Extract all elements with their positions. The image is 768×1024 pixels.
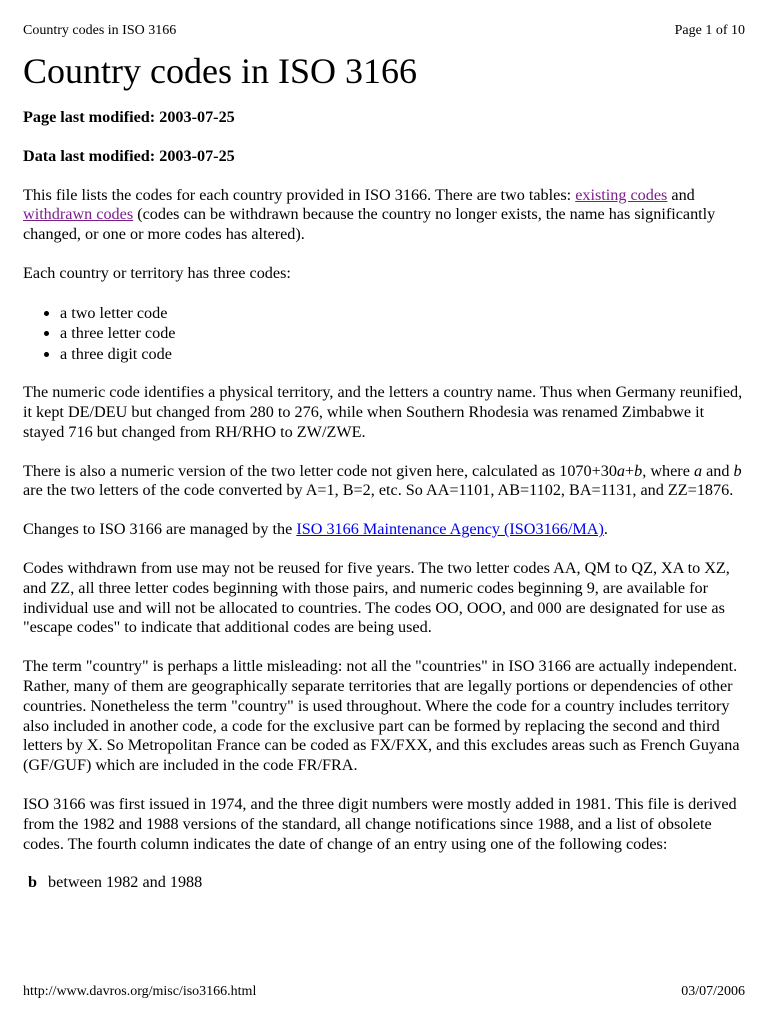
page-title: Country codes in ISO 3166 (23, 51, 417, 91)
change-code-row (28, 873, 748, 893)
changes-paragraph (23, 520, 748, 540)
three-codes-intro: Each country or territory has three codes: (23, 263, 291, 282)
maintenance-agency-link[interactable]: ISO 3166 Maintenance Agency (ISO3166/MA) (296, 520, 604, 539)
country-term-paragraph: The term "country" is perhaps a little misleading: not all the "countries" in ISO 3166 are actually independent. Rather, many of them are geographically separate territories that are legally portions or dependencies of other countries. Nonetheless the term "country" is used throughout. Where the code for a country includes territory also included in another code, a code for the exclusive part can be formed by replacing the second and third letters by X. So Metropolitan France can be coded as FX/FXX, and this excludes areas such as French Guyana (GF/GUF) which are included in the code FR/FRA. (23, 657, 740, 775)
list-item: • a three digit code (60, 344, 748, 365)
formula-paragraph (23, 462, 748, 502)
intro-text-3: (codes can be withdrawn because the country no longer exists, the name has significantly changed, or one or more codes has altered). (23, 205, 716, 244)
page-last-modified: Page last modified: 2003-07-25 (23, 108, 235, 126)
existing-codes-link[interactable]: existing codes (575, 185, 668, 204)
formula-var-b: b (634, 461, 643, 480)
intro-text-1: This file lists the codes for each country provided in ISO 3166. There are two tables: (23, 185, 576, 204)
intro-text-2: and (667, 185, 695, 204)
change-code-desc: between 1982 and 1988 (48, 873, 203, 892)
history-paragraph: ISO 3166 was first issued in 1974, and the three digit numbers were mostly added in 1981. This file is derived from the 1982 and 1988 versions of the standard, all change notifications since 1988, and a list of obsolete codes. The fourth column indicates the date of change of an entry using one of the following codes: (23, 795, 737, 853)
list-item: • a three letter code (60, 323, 748, 344)
data-last-modified: Data last modified: 2003-07-25 (23, 146, 235, 165)
list-item: • a two letter code (60, 303, 748, 324)
formula-text-1: There is also a numeric version of the two letter code not given here, calculated as 1070+30 (23, 461, 617, 480)
change-code: b (28, 873, 38, 892)
footer-url: http://www.davros.org/misc/iso3166.html (23, 984, 257, 999)
changes-text-2: . (603, 520, 608, 539)
formula-text-2: + (625, 461, 635, 480)
withdrawn-codes-link[interactable]: withdrawn codes (23, 205, 134, 224)
formula-text-5: are the two letters of the code converted by A=1, B=2, etc. So AA=1101, AB=1102, BA=1131, and ZZ=1876. (23, 481, 734, 500)
code-types-list (23, 303, 748, 365)
document-content (23, 47, 748, 893)
footer-date: 03/07/2006 (681, 984, 745, 999)
formula-var-a-2: a (693, 461, 703, 480)
formula-text-4: and (702, 461, 734, 480)
intro-paragraph (23, 186, 748, 245)
header-page-indicator: Page 1 of 10 (674, 23, 745, 38)
print-footer (23, 983, 745, 1001)
print-header (23, 22, 745, 40)
formula-var-b-2: b (733, 461, 742, 480)
numeric-code-paragraph: The numeric code identifies a physical territory, and the letters a country name. Thus when Germany reunified, it kept DE/DEU but changed from 280 to 276, while when Southern Rhodesia was renamed Zimbabwe it stayed 716 but changed from RH/RHO to ZW/ZWE. (23, 383, 743, 441)
formula-text-3: , where (642, 461, 694, 480)
formula-var-a: a (616, 461, 626, 480)
changes-text-1: Changes to ISO 3166 are managed by the (23, 520, 297, 539)
withdrawn-paragraph: Codes withdrawn from use may not be reused for five years. The two letter codes AA, QM to QZ, XA to XZ, and ZZ, all three letter codes beginning with those pairs, and numeric codes beginning 9, are available for individual use and will not be allocated to countries. The codes OO, OOO, and 000 are designated for use as "escape codes" to indicate that additional codes are being used. (23, 559, 730, 637)
header-doc-title: Country codes in ISO 3166 (23, 23, 177, 38)
